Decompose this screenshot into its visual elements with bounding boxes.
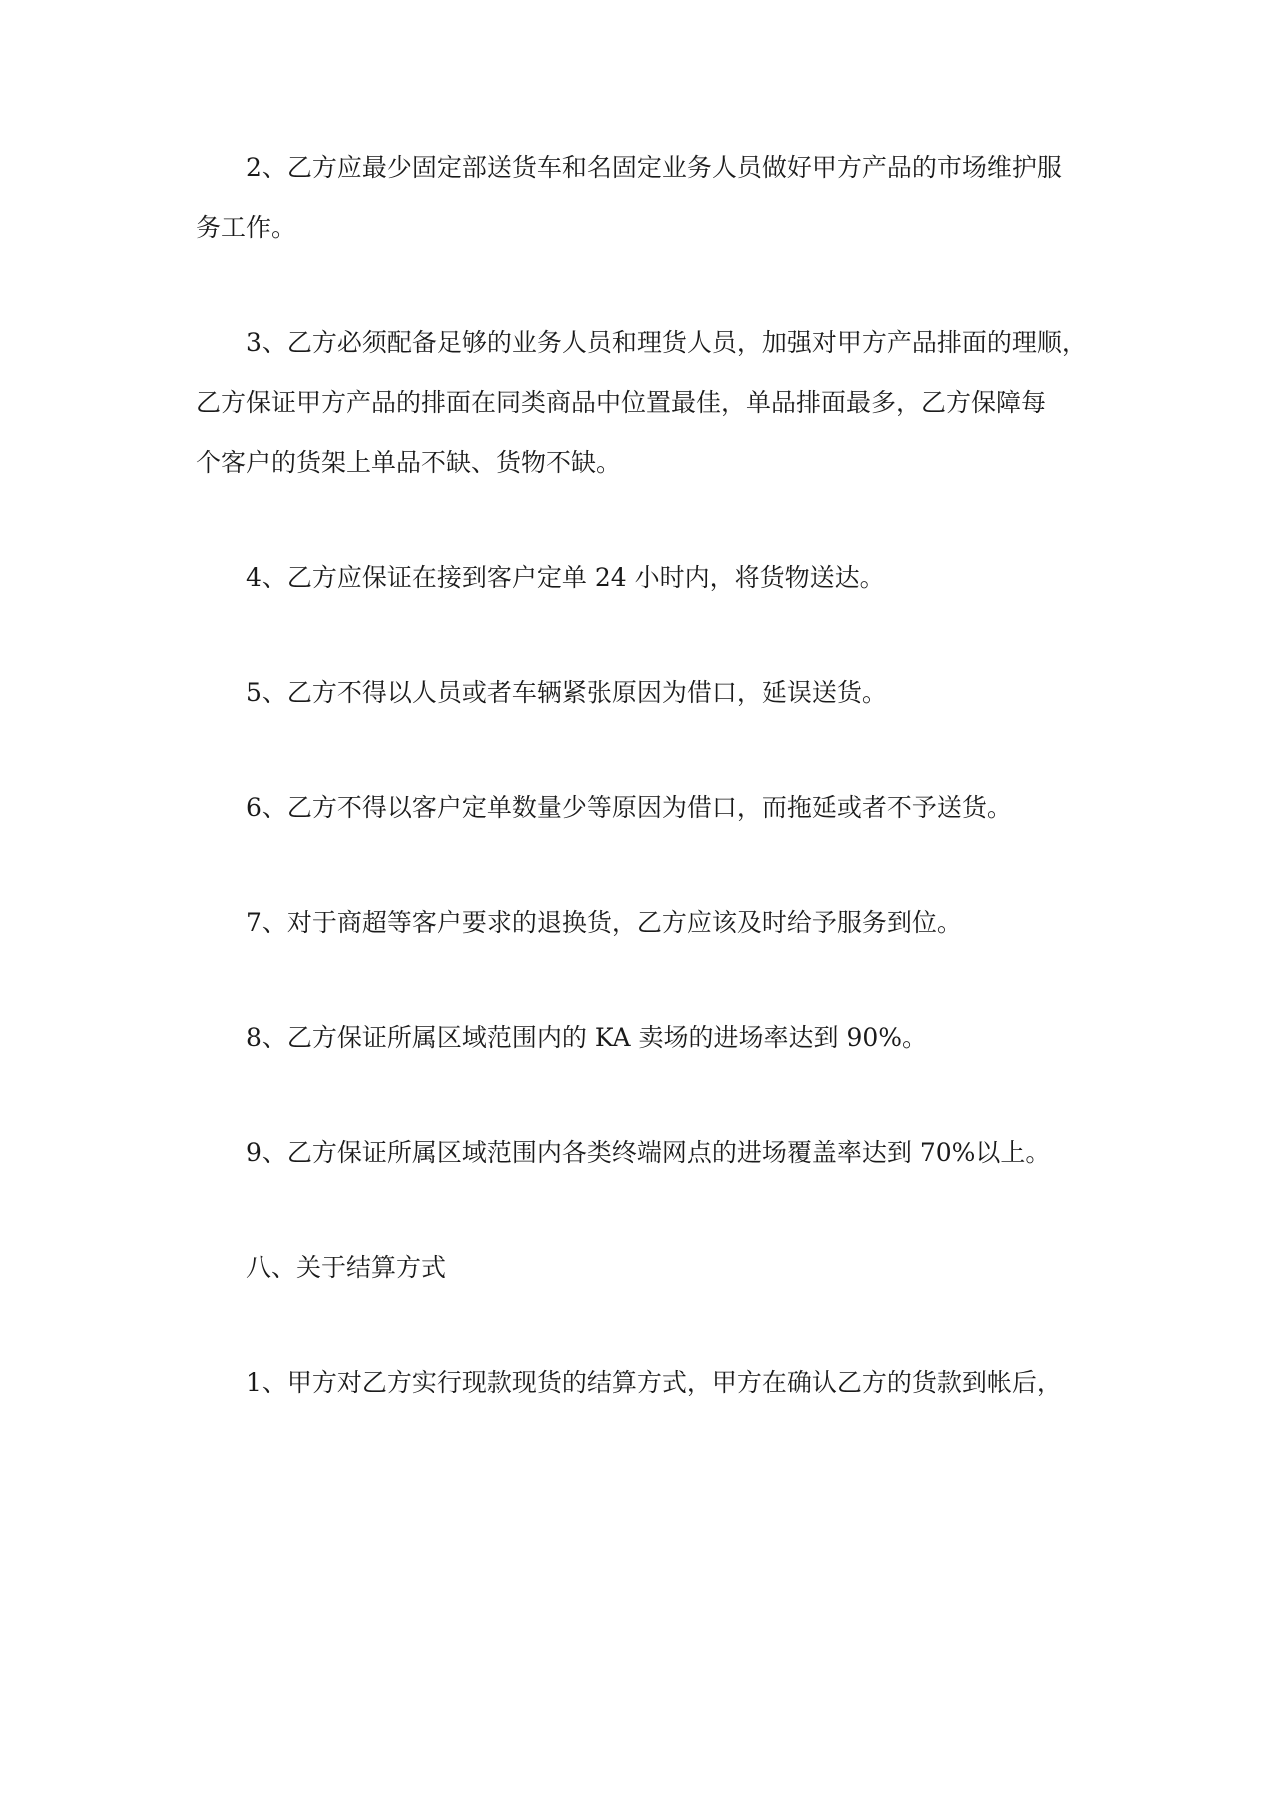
- clause-3-line-1: 3、乙方必须配备足够的业务人员和理货人员，加强对甲方产品排面的理顺，: [246, 328, 1087, 357]
- clause-3-line-3: 个客户的货架上单品不缺、货物不缺。: [196, 448, 622, 477]
- clause-9: 9、乙方保证所属区域范围内各类终端网点的进场覆盖率达到 70%以上。: [246, 1138, 1051, 1167]
- section-heading-8: 八、关于结算方式: [246, 1253, 447, 1282]
- clause-5: 5、乙方不得以人员或者车辆紧张原因为借口，延误送货。: [246, 678, 887, 707]
- clause-7: 7、对于商超等客户要求的退换货，乙方应该及时给予服务到位。: [246, 908, 962, 937]
- clause-6: 6、乙方不得以客户定单数量少等原因为借口，而拖延或者不予送货。: [246, 793, 1012, 822]
- clause-2-line-2: 务工作。: [196, 213, 297, 242]
- clause-8: 8、乙方保证所属区域范围内的 KA 卖场的进场率达到 90%。: [246, 1023, 928, 1052]
- clause-2-line-1: 2、乙方应最少固定部送货车和名固定业务人员做好甲方产品的市场维护服: [246, 153, 1062, 182]
- settlement-clause-1: 1、甲方对乙方实行现款现货的结算方式，甲方在确认乙方的货款到帐后，: [246, 1368, 1062, 1397]
- clause-4: 4、乙方应保证在接到客户定单 24 小时内，将货物送达。: [246, 563, 885, 592]
- clause-3-line-2: 乙方保证甲方产品的排面在同类商品中位置最佳，单品排面最多，乙方保障每: [196, 388, 1047, 417]
